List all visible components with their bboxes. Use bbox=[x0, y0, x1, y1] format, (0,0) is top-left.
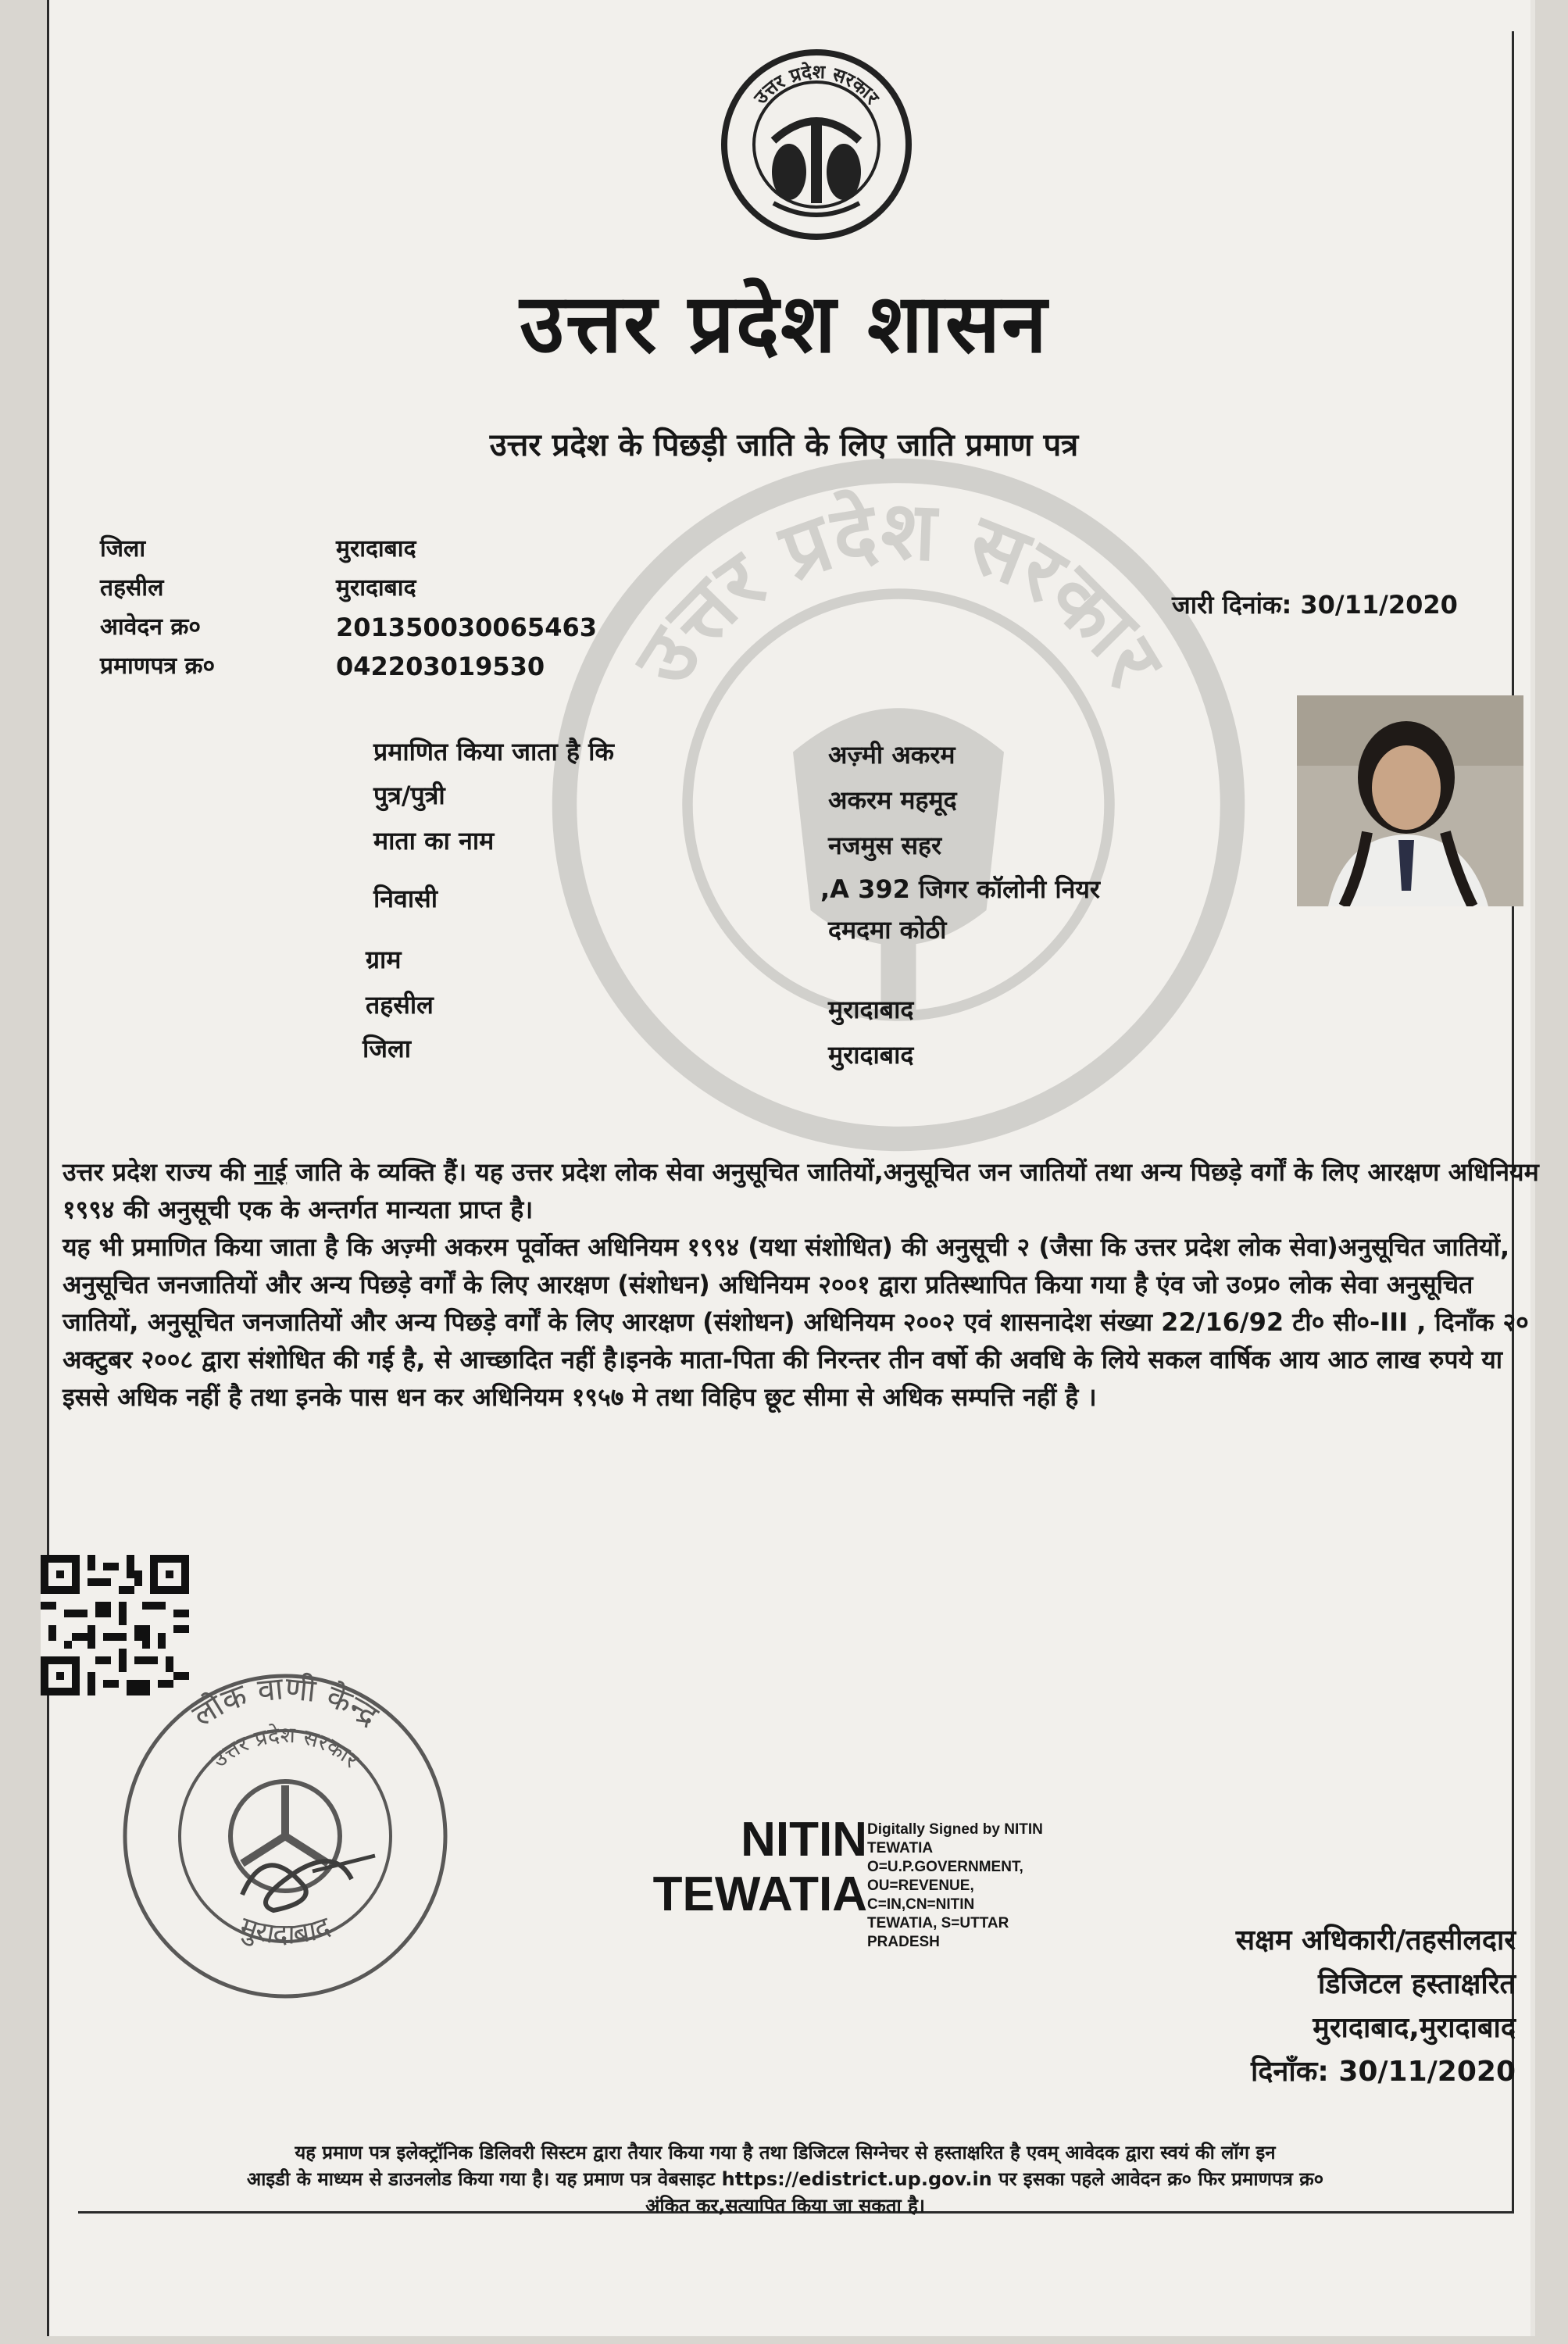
footer-line: आइडी के माध्यम से डाउनलोड किया गया है। यह प्रमाण पत्र वेबसाइट https://edistrict.up.gov.in पर इसका पहले आवेदन क्र० फिर प्रमाणपत्र क्र० bbox=[246, 2168, 1324, 2190]
field-label-resident: निवासी bbox=[373, 884, 438, 913]
seal-inner-text: उत्तर प्रदेश सरकार bbox=[206, 1721, 364, 1773]
signer-first-name: NITIN bbox=[741, 1813, 867, 1867]
signature-date bbox=[1094, 2050, 1516, 2094]
signature-detail-line: OU=REVENUE, bbox=[867, 1878, 974, 1894]
issue-date bbox=[1172, 588, 1458, 621]
issue-date-value: 30/11/2020 bbox=[1300, 590, 1458, 620]
field-label-tehsil: तहसील bbox=[366, 990, 434, 1020]
caste-name: नाई bbox=[254, 1157, 288, 1187]
signature-detail-line: TEWATIA bbox=[867, 1840, 934, 1856]
digital-signed-note: डिजिटल हस्ताक्षरित bbox=[1317, 1968, 1516, 2000]
signature-date-label: दिनाँक: bbox=[1250, 2056, 1329, 2088]
district-label: जिला bbox=[100, 535, 146, 563]
watermark-text: उत्तर प्रदेश सरकार bbox=[616, 483, 1181, 702]
emblem-text: उत्तर प्रदेश सरकार bbox=[749, 60, 884, 109]
district-field-value: मुरादाबाद bbox=[828, 1040, 914, 1070]
signature-detail-line: TEWATIA, S=UTTAR bbox=[867, 1915, 1009, 1931]
digital-signature-details bbox=[867, 1821, 1102, 1952]
signer-last-name: TEWATIA bbox=[652, 1867, 867, 1921]
verification-footer bbox=[23, 2139, 1547, 2219]
svg-text:मुरादाबाद bbox=[236, 1910, 335, 1950]
tehsil-seal bbox=[117, 1668, 453, 2004]
signature-detail-line: C=IN,CN=NITIN bbox=[867, 1896, 975, 1913]
footer-line: यह प्रमाण पत्र इलेक्ट्रॉनिक डिलिवरी सिस्टम द्वारा तैयार किया गया है तथा डिजिटल सिग्नेचर से हस्ताक्षरित है एवम् आवेदक द्वारा स्वयं की लॉग इन bbox=[295, 2142, 1276, 2164]
field-label-district: जिला bbox=[363, 1034, 412, 1063]
certificate-number: 042203019530 bbox=[336, 652, 545, 681]
field-label-village: ग्राम bbox=[366, 945, 402, 974]
caste-text-a: उत्तर प्रदेश राज्य की bbox=[63, 1157, 255, 1187]
officer-block bbox=[1094, 1919, 1516, 2094]
caste-statement bbox=[63, 1153, 1547, 1228]
certificate-body bbox=[63, 1153, 1547, 1416]
district-value: मुरादाबाद bbox=[336, 535, 416, 563]
mother-name: नजमुस सहर bbox=[828, 831, 942, 860]
field-label-mother: माता का नाम bbox=[373, 826, 495, 856]
seal-top-text: लोक वाणी केन्द्र bbox=[186, 1670, 385, 1735]
tehsil-label: तहसील bbox=[100, 574, 164, 602]
application-number: 201350030065463 bbox=[336, 613, 597, 642]
tehsil-value: मुरादाबाद bbox=[336, 574, 416, 602]
officer-location: मुरादाबाद,मुरादाबाद bbox=[1313, 2012, 1516, 2044]
caste-text-b: जाति के व्यक्ति हैं। यह उत्तर प्रदेश लोक सेवा अनुसूचित जातियों,अनुसूचित जन जातियों तथा अन्य पिछड़े वर्गों के लिए आरक्षण अधिनियम १९९४ की अनुसूची एक के अन्तर्गत मान्यता प्राप्त है। bbox=[63, 1157, 1539, 1224]
applicant-name: अज़्मी अकरम bbox=[828, 740, 955, 770]
footer-line: अंकित कर,सत्यापित किया जा सकता है। bbox=[645, 2195, 925, 2217]
digital-signer-name bbox=[641, 1813, 867, 1922]
applicant-photo bbox=[1297, 695, 1523, 906]
issue-date-label: जारी दिनांक: bbox=[1172, 590, 1292, 620]
seal-bottom-text: मुरादाबाद bbox=[236, 1910, 334, 1951]
address-line-1: ,A 392 जिगर कॉलोनी नियर bbox=[820, 874, 1101, 904]
application-number-label: आवेदन क्र० bbox=[100, 613, 202, 641]
up-government-emblem bbox=[719, 47, 914, 242]
father-name: अकरम महमूद bbox=[828, 785, 957, 815]
signature-detail-line: O=U.P.GOVERNMENT, bbox=[867, 1859, 1023, 1875]
page-title: उत्तर प्रदेश शासन bbox=[520, 276, 1048, 371]
signature-detail-line: PRADESH bbox=[867, 1934, 940, 1950]
signature-date-value: 30/11/2020 bbox=[1338, 2056, 1516, 2088]
certificate-number-label: प्रमाणपत्र क्र० bbox=[100, 652, 216, 680]
creamy-layer-statement: यह भी प्रमाणित किया जाता है कि अज़्मी अकरम पूर्वोक्त अधिनियम १९९४ (यथा संशोधित) की अनुसूची २ (जैसा कि उत्तर प्रदेश लोक सेवा)अनुसूचित जातियों, अनुसूचित जनजातियों और अन्य पिछड़े वर्गों के लिए आरक्षण (संशोधन) अधिनियम २००१ द्वारा प्रतिस्थापित किया गया है एंव जो उ०प्र० लोक सेवा अनुसूचित जातियों, अनुसूचित जनजातियों और अन्य पिछड़े वर्गों के लिए आरक्षण (संशोधन) अधिनियम २००२ एवं शासनादेश संख्या 22/16/92 टी० सी०-III , दिनाँक २० अक्टुबर २००८ द्वारा संशोधित की गई है, से आच्छादित नहीं है।इनके माता-पिता की निरन्तर तीन वर्षो की अवधि के लिये सकल वार्षिक आय आठ लाख रुपये या इससे अधिक नहीं है तथा इनके पास धन कर अधिनियम १९५७ मे तथा विहिप छूट सीमा से अधिक सम्पत्ति नहीं है । bbox=[63, 1232, 1529, 1412]
address-line-2: दमदमा कोठी bbox=[828, 915, 947, 945]
field-label-certified: प्रमाणित किया जाता है कि bbox=[373, 737, 614, 766]
officer-designation: सक्षम अधिकारी/तहसीलदार bbox=[1235, 1924, 1516, 1956]
svg-text:उत्तर प्रदेश सरकार bbox=[207, 1722, 365, 1773]
signature-detail-line: Digitally Signed by NITIN bbox=[867, 1821, 1043, 1838]
certificate-subtitle: उत्तर प्रदेश के पिछड़ी जाति के लिए जाति प्रमाण पत्र bbox=[489, 427, 1079, 463]
field-label-parent: पुत्र/पुत्री bbox=[373, 781, 445, 810]
tehsil-field-value: मुरादाबाद bbox=[828, 995, 914, 1024]
